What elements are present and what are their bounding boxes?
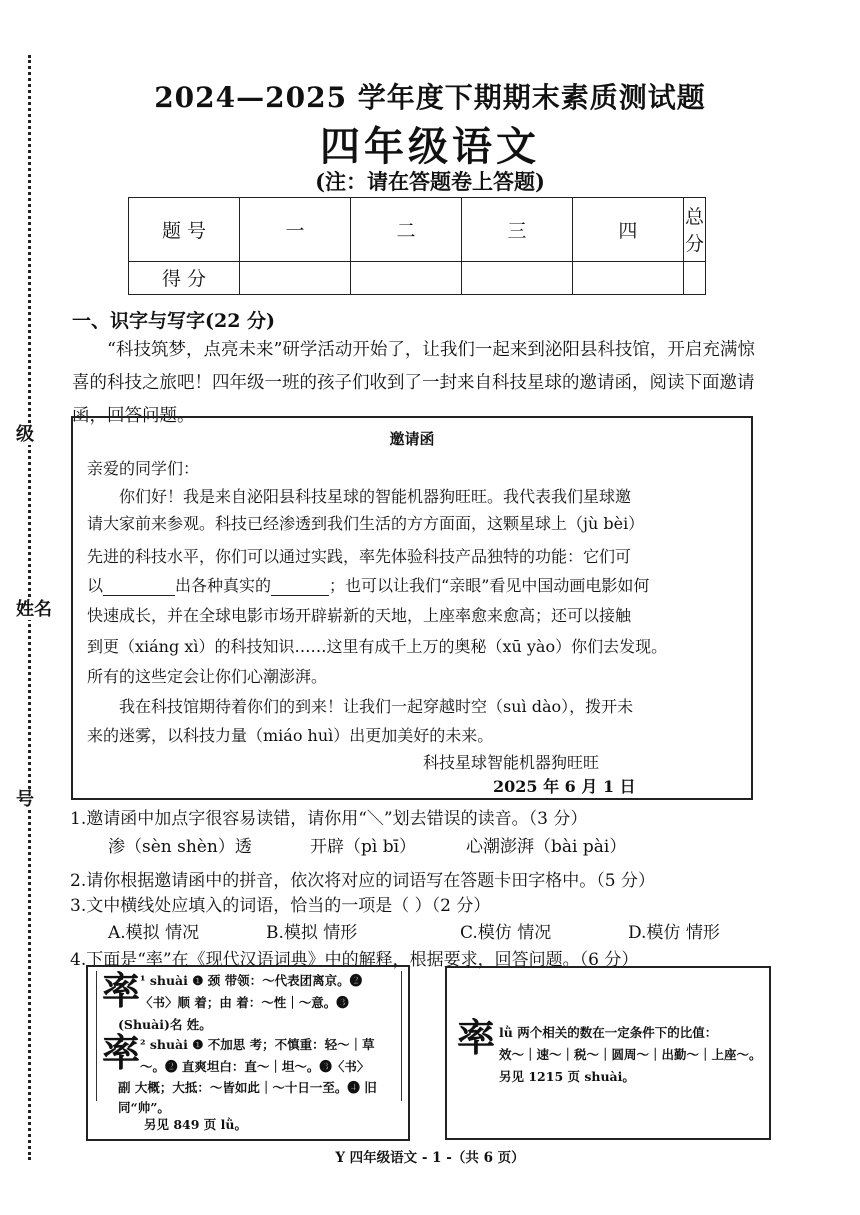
score-row-label: 得 分	[129, 261, 240, 294]
dictionary-text: 副 大概；大抵：～皆如此｜～十日一至。❹ 旧	[118, 1080, 377, 1095]
score-cell-part2	[350, 261, 461, 294]
letter-line: 你们好！我是来自泌阳县科技星球的智能机器狗旺旺。我代表我们星球邀	[119, 487, 632, 506]
fill-blank-1	[103, 576, 175, 596]
dictionary-text: lǜ 两个相关的数在一定条件下的比值：	[499, 1025, 718, 1040]
question-1-item: 渗（sèn shèn）透	[108, 837, 252, 857]
score-cell-total	[683, 261, 705, 294]
question-3-option-a: A.模拟 情况	[108, 923, 200, 943]
page-footer: Y 四年级语文 - 1 -（共 6 页）	[335, 1150, 525, 1166]
score-header-part3: 三	[461, 198, 572, 262]
dictionary-text: (Shuài)名 姓。	[118, 1017, 212, 1032]
score-cell-part4	[572, 261, 683, 294]
dictionary-text: ～。❷ 直爽坦白：直～｜坦～。❸〈书〉	[140, 1059, 370, 1074]
score-header-part1: 一	[239, 198, 350, 262]
question-2: 2.请你根据邀请函中的拼音，依次将对应的词语写在答题卡田字格中。（5 分）	[70, 871, 655, 891]
score-header-part2: 二	[350, 198, 461, 262]
dictionary-text: 同“帅”。	[118, 1100, 170, 1115]
question-3-option-c: C.模仿 情况	[460, 923, 552, 943]
binding-label-number: 号	[16, 789, 34, 810]
exam-title: 2024—2025 学年度下期期末素质测试题	[154, 81, 706, 114]
score-header-label: 题 号	[129, 198, 240, 262]
dictionary-text: 另见 849 页 lǜ。	[144, 1117, 247, 1132]
dictionary-entry-lv	[445, 966, 771, 1140]
dictionary-text: 〈书〉顺 着；由 着：～性｜～意。❸	[140, 995, 349, 1010]
score-header-total: 总 分	[683, 198, 705, 262]
letter-title: 邀请函	[389, 430, 435, 448]
letter-line-with-blanks	[87, 573, 741, 596]
letter-text: 出各种真实的	[175, 576, 272, 595]
score-table	[128, 197, 706, 295]
letter-line: 我在科技馆期待着你们的到来！让我们一起穿越时空（suì dào），拨开未	[119, 697, 634, 716]
section-heading: 一、识字与写字(22 分)	[72, 310, 276, 332]
score-table-header-row	[129, 198, 706, 262]
question-1-item: 开辟（pì bī）	[310, 837, 417, 857]
invitation-letter-box	[71, 416, 753, 800]
score-table-score-row	[129, 261, 706, 294]
letter-line: 先进的科技水平，你们可以通过实践，率先体验科技产品独特的功能：它们可	[87, 547, 632, 566]
letter-line: 来的迷雾，以科技力量（miáo huì）出更加美好的未来。	[87, 726, 494, 745]
dictionary-headword-2: 率	[102, 1030, 141, 1075]
question-3: 3.文中横线处应填入的词语，恰当的一项是（ ）（2 分）	[70, 896, 491, 916]
letter-line: 到更（xiáng xì）的科技知识……这里有成千上万的奥秘（xū yào）你们去发现。	[87, 637, 668, 656]
section-intro: “科技筑梦，点亮未来”研学活动开始了，让我们一起来到泌阳县科技馆，开启充满惊喜的科技之旅吧！四年级一班的孩子们收到了一封来自科技星球的邀请函，阅读下面邀请函，回答问题。	[72, 340, 755, 426]
fill-blank-2	[271, 576, 329, 596]
exam-note: (注：请在答题卷上答题)	[315, 169, 545, 194]
letter-line: 快速成长，并在全球电影市场开辟崭新的天地，上座率愈来愈高；还可以接触	[87, 606, 632, 625]
exam-subject: 四年级语文	[320, 123, 540, 170]
score-header-part4: 四	[572, 198, 683, 262]
binding-label-class: 级	[16, 424, 34, 445]
letter-signature: 科技星球智能机器狗旺旺	[423, 753, 600, 772]
dictionary-text: ² shuài ❶ 不加思 考；不慎重：轻～｜草	[140, 1037, 375, 1052]
dictionary-headword-1: 率	[102, 968, 141, 1013]
dictionary-headword-3: 率	[457, 1015, 496, 1060]
letter-line: 请大家前来参观。科技已经渗透到我们生活的方方面面，这颗星球上（jù bèi）	[87, 514, 645, 533]
score-cell-part1	[239, 261, 350, 294]
letter-greeting: 亲爱的同学们：	[87, 459, 200, 478]
score-cell-part3	[461, 261, 572, 294]
dictionary-text: 效～｜速～｜税～｜圆周～｜出勤～｜上座～。	[499, 1047, 762, 1062]
dictionary-entry-shuai	[86, 965, 410, 1141]
dictionary-text: 另见 1215 页 shuài。	[499, 1069, 635, 1084]
question-3-option-b: B.模拟 情形	[266, 923, 358, 943]
binding-label-name: 姓名	[16, 599, 52, 620]
question-4: 4.下面是“率”在《现代汉语词典》中的解释，根据要求，回答问题。（6 分）	[70, 950, 639, 970]
dictionary-text: ¹ shuài ❶ 颈 带领：～代表团离京。❷	[140, 973, 363, 988]
letter-text: ；也可以让我们“亲眼”看见中国动画电影如何	[329, 576, 650, 595]
letter-text: 以	[87, 576, 104, 595]
letter-line: 所有的这些定会让你们心潮澎湃。	[87, 667, 328, 686]
letter-date: 2025 年 6 月 1 日	[493, 777, 636, 796]
question-1-item: 心潮澎湃（bài pài）	[466, 837, 627, 857]
question-1: 1.邀请函中加点字很容易读错，请你用“＼”划去错误的读音。（3 分）	[70, 809, 588, 829]
question-3-option-d: D.模仿 情形	[628, 923, 720, 943]
